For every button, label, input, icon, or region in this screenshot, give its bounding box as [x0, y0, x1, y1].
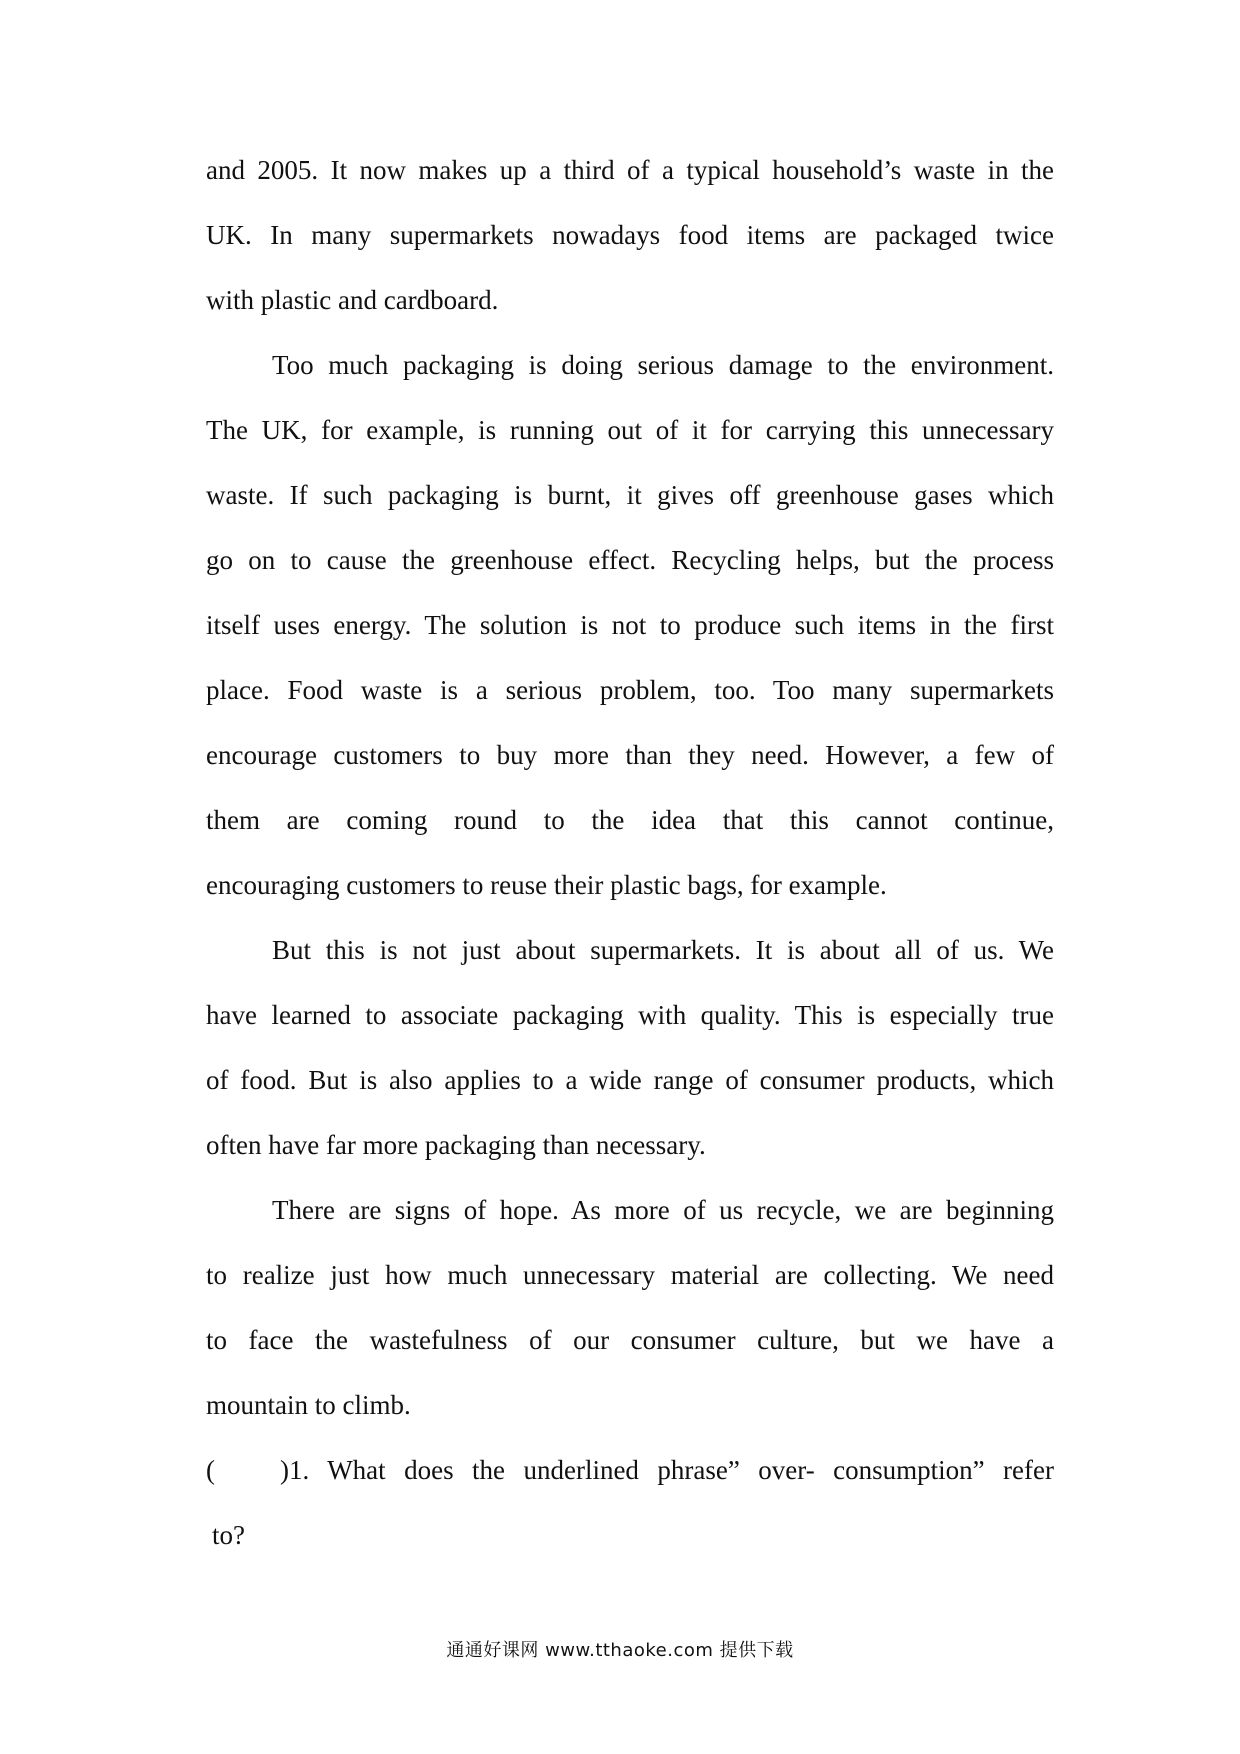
- page-footer: 通通好课网 www.tthaoke.com 提供下载: [446, 1640, 794, 1661]
- text-line: Too much packaging is doing serious damage to the environment.: [272, 350, 1054, 380]
- question-continuation: to?: [212, 1520, 245, 1550]
- answer-blank-paren: (: [206, 1455, 215, 1485]
- question-text: )1. What does the underlined phrase” over- consumption” refer: [280, 1455, 1054, 1485]
- paragraph-2: [206, 347, 1054, 932]
- text-line: have learned to associate packaging with quality. This is especially true: [206, 1000, 1054, 1030]
- text-line: go on to cause the greenhouse effect. Recycling helps, but the process: [206, 545, 1054, 575]
- text-line: and 2005. It now makes up a third of a typical household’s waste in the: [206, 155, 1054, 185]
- paragraph-1: [206, 152, 1054, 347]
- text-line: place. Food waste is a serious problem, too. Too many supermarkets: [206, 675, 1054, 705]
- passage-text: [206, 152, 1054, 1582]
- text-line: of food. But is also applies to a wide range of consumer products, which: [206, 1065, 1054, 1095]
- question-line: [206, 1452, 1054, 1517]
- text-line: waste. If such packaging is burnt, it gives off greenhouse gases which: [206, 480, 1054, 510]
- text-line: mountain to climb.: [206, 1390, 411, 1420]
- text-line: with plastic and cardboard.: [206, 285, 499, 315]
- paragraph-3: [206, 932, 1054, 1192]
- text-line: But this is not just about supermarkets. It is about all of us. We: [272, 935, 1054, 965]
- text-line: them are coming round to the idea that this cannot continue,: [206, 805, 1054, 835]
- text-line: encouraging customers to reuse their plastic bags, for example.: [206, 870, 887, 900]
- text-line: itself uses energy. The solution is not to produce such items in the first: [206, 610, 1054, 640]
- text-line: encourage customers to buy more than they need. However, a few of: [206, 740, 1054, 770]
- text-line: often have far more packaging than necessary.: [206, 1130, 706, 1160]
- text-line: to realize just how much unnecessary material are collecting. We need: [206, 1260, 1054, 1290]
- paragraph-4: [206, 1192, 1054, 1452]
- text-line: The UK, for example, is running out of it for carrying this unnecessary: [206, 415, 1054, 445]
- text-line: There are signs of hope. As more of us recycle, we are beginning: [272, 1195, 1054, 1225]
- text-line: UK. In many supermarkets nowadays food items are packaged twice: [206, 220, 1054, 250]
- question-1: [206, 1452, 1054, 1582]
- text-line: to face the wastefulness of our consumer culture, but we have a: [206, 1325, 1054, 1355]
